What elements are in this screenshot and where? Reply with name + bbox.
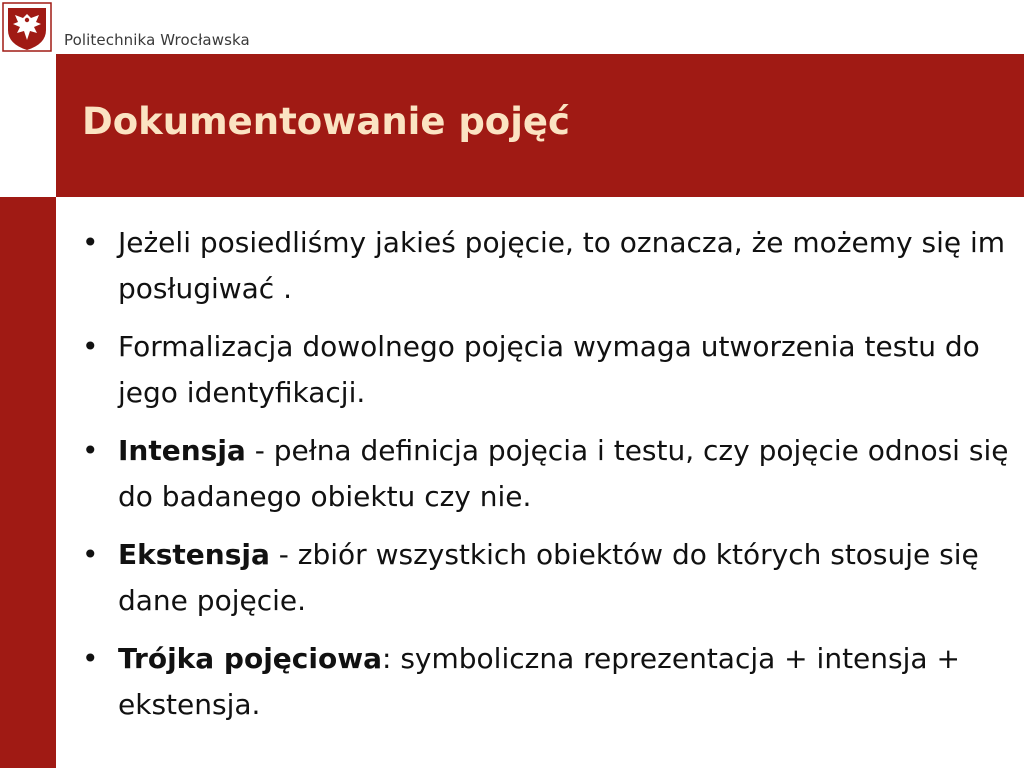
bullet-marker: • [82,434,99,467]
left-accent-bar [0,197,56,768]
bullet-text: Formalizacja dowolnego pojęcia wymaga utworzenia testu do jego identyfikacji. [118,330,980,409]
university-logo [2,2,52,52]
bullet-term: Trójka pojęciowa [118,642,382,675]
bullet-item [82,220,1012,312]
slide-title: Dokumentowanie pojęć [82,100,570,143]
bullet-list [82,220,1012,740]
bullet-text: - zbiór wszystkich obiektów do których stosuje się dane pojęcie. [118,538,979,617]
bullet-marker: • [82,642,99,675]
bullet-term: Intensja [118,434,246,467]
bullet-item [82,428,1012,520]
bullet-marker: • [82,538,99,571]
bullet-text: : symboliczna reprezentacja + intensja + ekstensja. [118,642,960,721]
title-band [56,54,1024,197]
bullet-term: Ekstensja [118,538,270,571]
bullet-text: Jeżeli posiedliśmy jakieś pojęcie, to oznacza, że możemy się im posługiwać . [118,226,1006,305]
bullet-marker: • [82,330,99,363]
bullet-item [82,636,1012,728]
bullet-marker: • [82,226,99,259]
bullet-item [82,532,1012,624]
institution-name: Politechnika Wrocławska [64,31,250,49]
bullet-item [82,324,1012,416]
eagle-crest-icon [2,2,52,52]
bullet-text: - pełna definicja pojęcia i testu, czy pojęcie odnosi się do badanego obiektu czy nie. [118,434,1009,513]
